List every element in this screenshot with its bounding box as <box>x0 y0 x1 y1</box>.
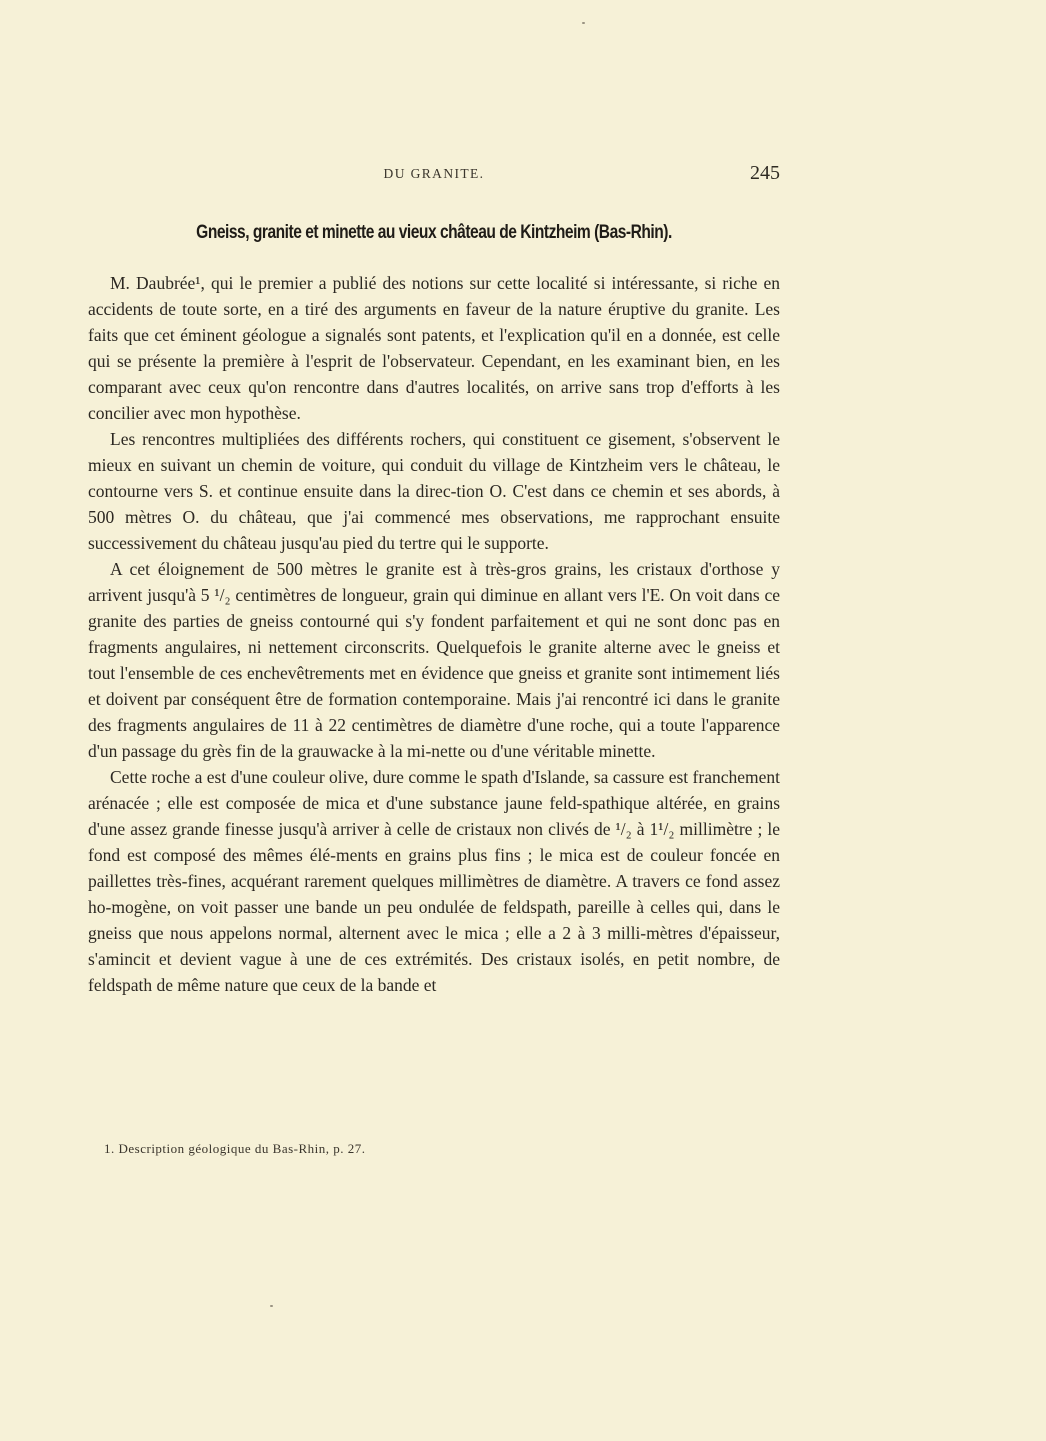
footnote: 1. Description géologique du Bas-Rhin, p. 27. <box>104 1141 366 1156</box>
paper-speck <box>270 1305 273 1307</box>
paragraph-3: A cet éloignement de 500 mètres le granite est à très-gros grains, les cristaux d'orthose y arrivent jusqu'à 5 ¹/₂ centimètres de longueur, grain qui diminue en allant vers l'E. On voit dans ce granite des parties de gneiss contourné qui s'y fondent parfaitement et qui ne sont donc pas en fragments angulaires, ni nettement circonscrits. Quelquefois le granite alterne avec le gneiss et tout l'ensemble de ces enchevêtrements met en évidence que gneiss et granite sont intimement liés et doivent par conséquent être de formation contemporaine. Mais j'ai rencontré ici dans le granite des fragments angulaires de 11 à 22 centimètres de diamètre d'une roche, qui a toute l'apparence d'un passage du grès fin de la grauwacke à la mi-nette ou d'une véritable minette. <box>88 559 780 761</box>
page-number: 245 <box>750 162 780 184</box>
section-title: Gneiss, granite et minette au vieux château de Kintzheim (Bas-Rhin). <box>196 222 672 243</box>
paragraph-2: Les rencontres multipliées des différents rochers, qui constituent ce gisement, s'observent le mieux en suivant un chemin de voiture, qui conduit du village de Kintzheim vers le château, le contourne vers S. et continue ensuite dans la direc-tion O. C'est dans ce chemin et ses abords, à 500 mètres O. du château, que j'ai commencé mes observations, me rapprochant ensuite successivement du château jusqu'au pied du tertre qui le supporte. <box>88 429 780 553</box>
paragraph-4: Cette roche a est d'une couleur olive, dure comme le spath d'Islande, sa cassure est franchement arénacée ; elle est composée de mica et d'une substance jaune feld-spathique altérée, en grains d'une assez grande finesse jusqu'à arriver à celle de cristaux non clivés de ¹/₂ à 1¹/₂ millimètre ; le fond est composé des mêmes élé-ments en grains plus fins ; le mica est de couleur foncée en paillettes très-fines, acquérant rarement quelques millimètres de diamètre. A travers ce fond assez ho-mogène, on voit passer une bande un peu ondulée de feldspath, pareille à celles qui, dans le gneiss que nous appelons normal, alternent avec le mica ; elle a 2 à 3 milli-mètres d'épaisseur, s'amincit et devient vague à une de ces extrémités. Des cristaux isolés, en petit nombre, de feldspath de même nature que ceux de la bande et <box>88 767 780 995</box>
running-head <box>88 162 780 186</box>
body-text <box>88 270 780 998</box>
paper-speck <box>582 22 585 24</box>
running-title: DU GRANITE. <box>383 166 485 181</box>
paragraph-1: M. Daubrée¹, qui le premier a publié des notions sur cette localité si intéressante, si riche en accidents de toute sorte, en a tiré des arguments en faveur de la nature éruptive du granite. Les faits que cet éminent géologue a signalés sont patents, et l'explication qu'il en a donnée, est celle qui se présente la première à l'esprit de l'observateur. Cependant, en les examinant bien, en les comparant avec ceux qu'on rencontre dans d'autres localités, on arrive sans trop d'efforts à les concilier avec mon hypothèse. <box>88 273 780 423</box>
